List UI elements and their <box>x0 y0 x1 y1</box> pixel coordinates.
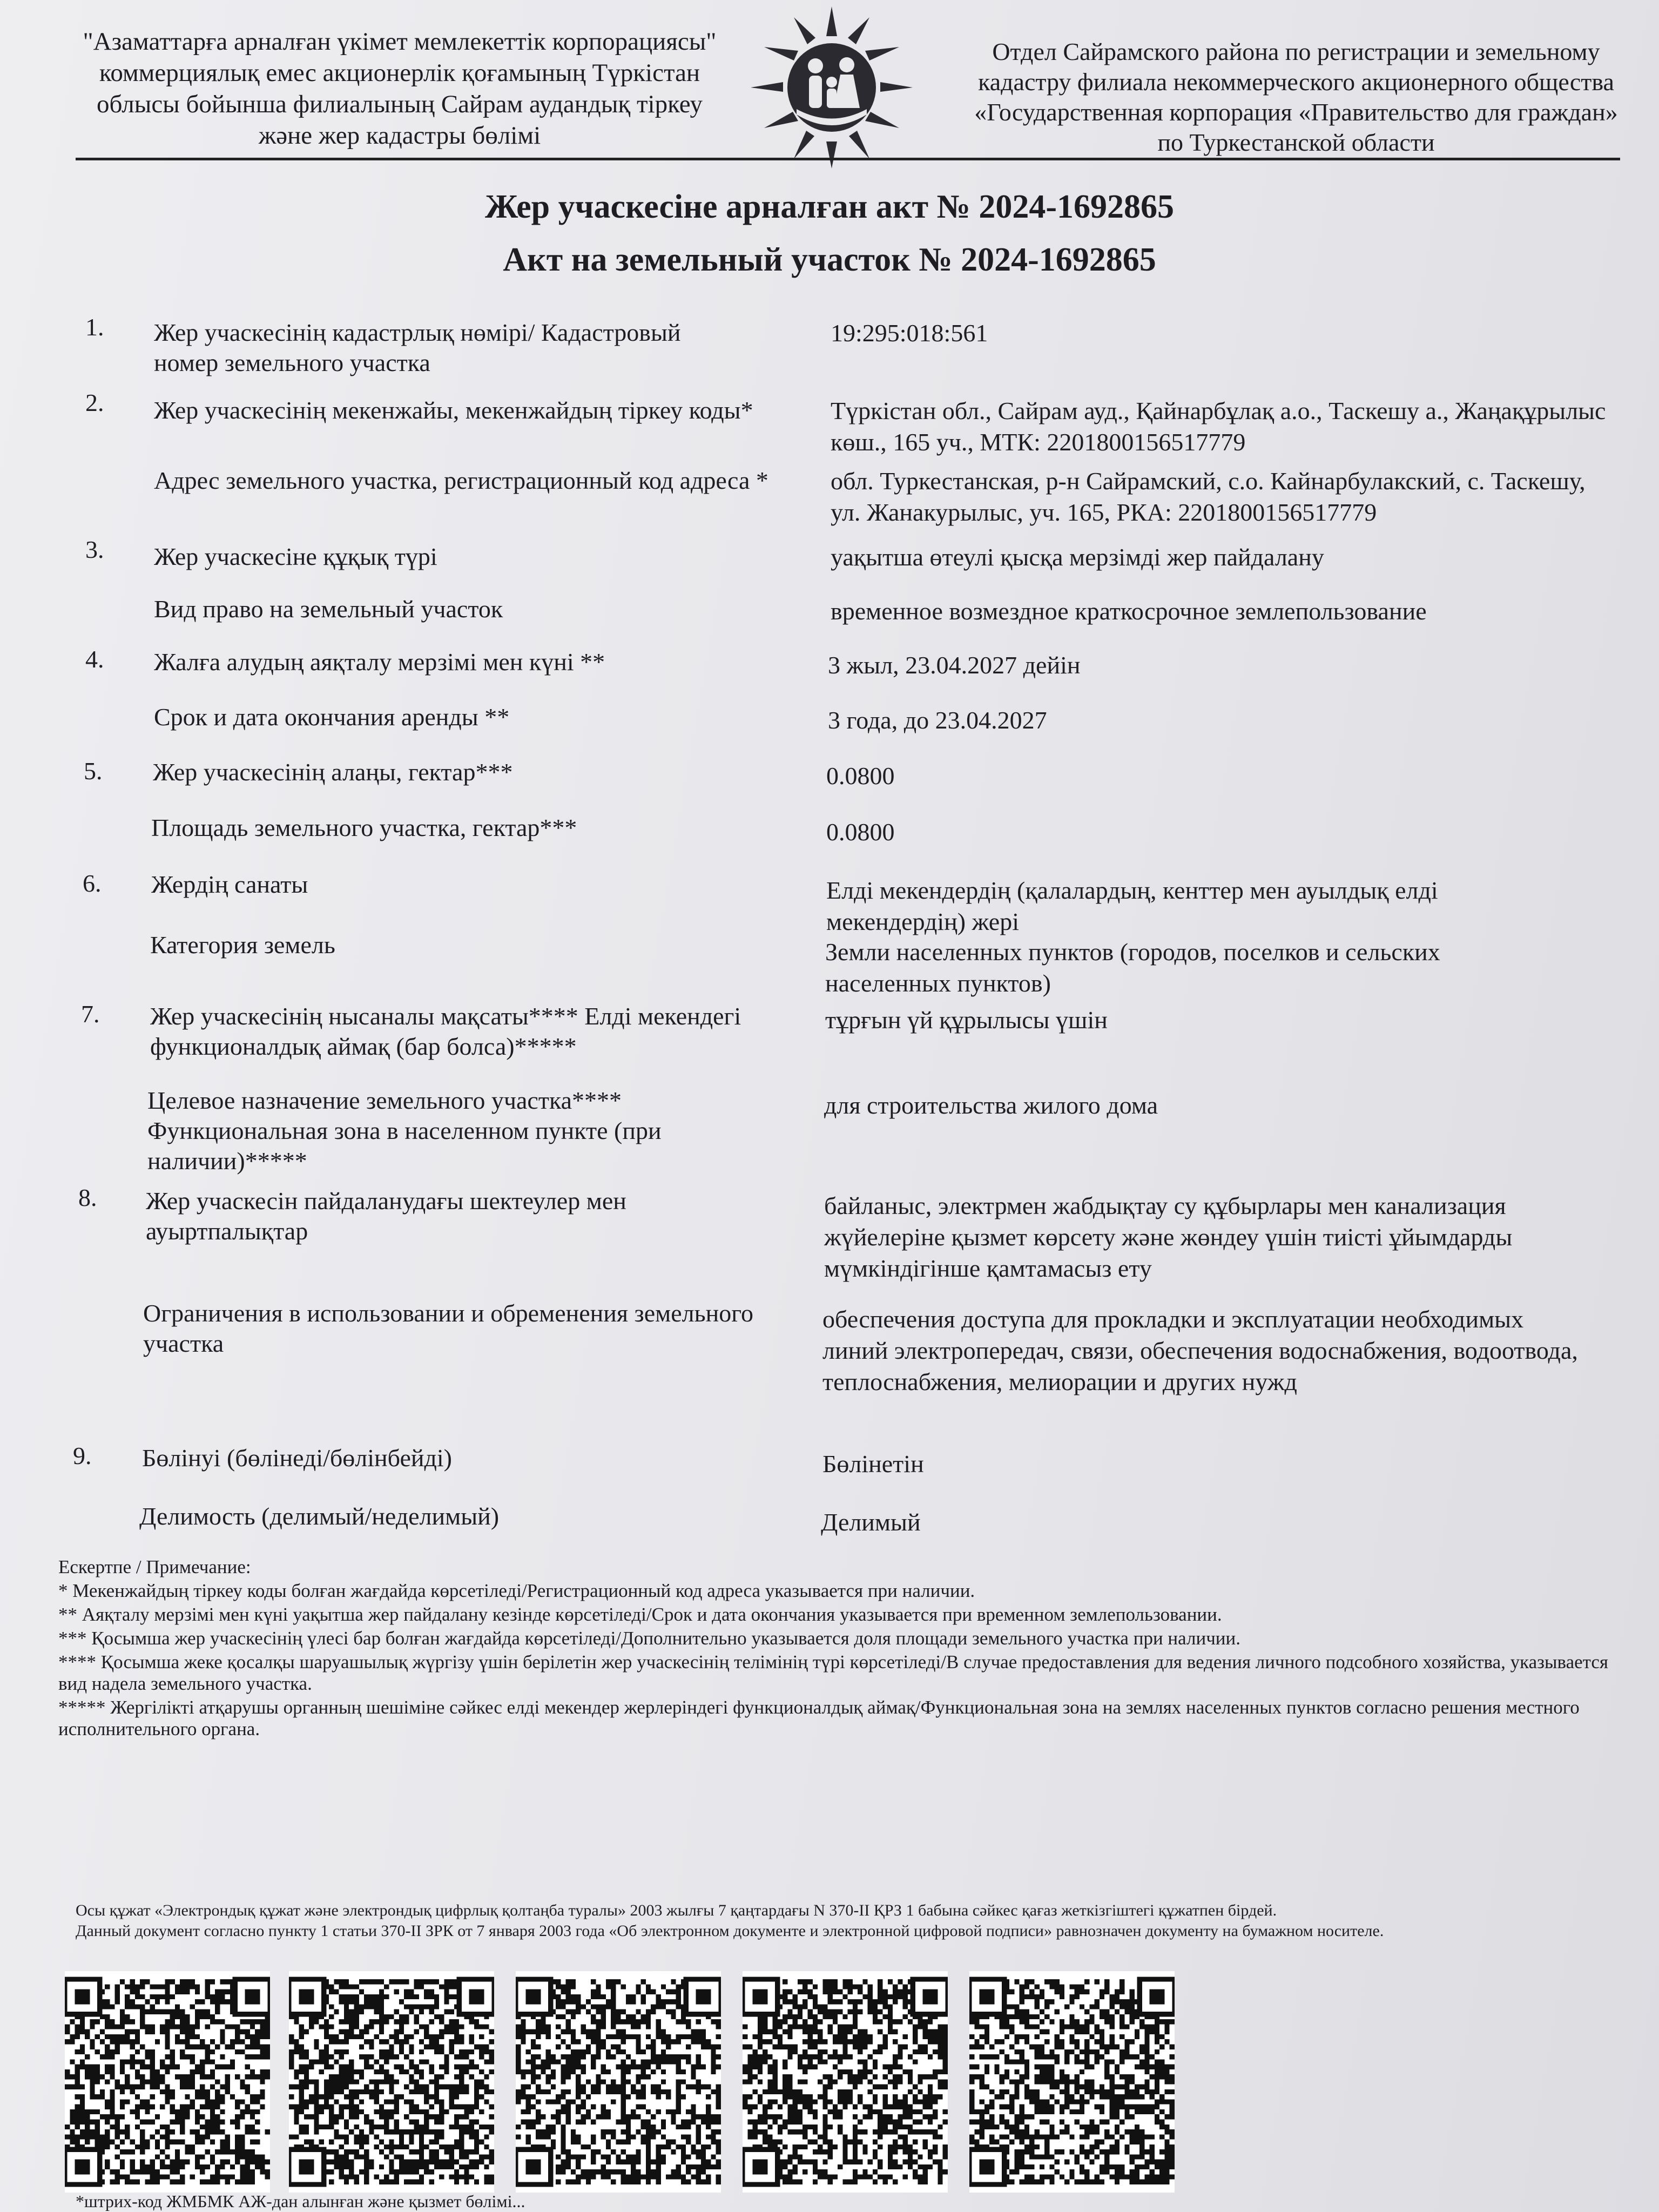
row-label-kz: Жер учаскесінің нысаналы мақсаты**** Елді мекендегі функционалдық аймақ (бар болса)***** <box>150 1002 741 1060</box>
row-number: 9. <box>73 1442 92 1469</box>
row-label-ru: Площадь земельного участка, гектар*** <box>151 814 577 841</box>
qr-code-2 <box>289 1971 494 2193</box>
row-label-kz: Жер учаскесіне құқық түрі <box>154 543 437 570</box>
row-value-ru: обл. Туркестанская, р-н Сайрамский, с.о. Кайнарбулакский, с. Таскешу, ул. Жанакурылыс, уч. 165, РКА: 2201800156517779 <box>831 467 1586 526</box>
note-1: * Мекенжайдың тіркеу коды болған жағдайда көрсетіледі/Регистрационный код адреса указывается при наличии. <box>58 1580 975 1601</box>
note-2: ** Аяқталу мерзімі мен күні уақытша жер пайдалану кезінде көрсетіледі/Срок и дата окончания указывается при временном землепользовании. <box>58 1604 1222 1625</box>
row-number: 6. <box>83 869 102 897</box>
qr-code-3 <box>516 1971 721 2193</box>
row-number: 4. <box>85 645 104 673</box>
header-right-line: по Туркестанской области <box>1157 129 1435 156</box>
legal-text-ru: Данный документ согласно пункту 1 статьи 370-II ЗРК от 7 января 2003 года «Об электронном документе и электронной цифровой подписи» равнозначен документу на бумажном носителе. <box>76 1922 1384 1940</box>
row-value-kz: байланыс, электрмен жабдықтау су құбырлары мен канализация жүйелеріне қызмет көрсету және жөндеу үшін тиісті ұйымдарды мүмкіндігінше қамтамасыз ету <box>824 1192 1513 1282</box>
header-left-line: облысы бойынша филиалының Сайрам аудандық тіркеу <box>97 90 703 118</box>
row-label-ru: Ограничения в использовании и обременения земельного участка <box>143 1299 753 1357</box>
row-value-kz: уақытша өтеулі қысқа мерзімді жер пайдалану <box>831 543 1324 571</box>
row-value-kz: Түркістан обл., Сайрам ауд., Қайнарбұлақ а.о., Таскешу а., Жаңақұрылыс көш., 165 уч., МТК: 2201800156517779 <box>831 397 1606 456</box>
header-left-line: және жер кадастры бөлімі <box>258 122 541 150</box>
note-5: ***** Жергілікті атқарушы органның шешіміне сәйкес елді мекендер жерлеріндегі функционалдық аймақ/Функциональная зона на землях населенных пунктов согласно решения местного исполнительного органа. <box>58 1697 1580 1739</box>
qr-code-1 <box>65 1971 270 2193</box>
header-right-line: Отдел Сайрамского района по регистрации и земельному <box>992 38 1600 65</box>
row-label-ru: Вид право на земельный участок <box>154 595 503 623</box>
row-label-kz: Жер учаскесін пайдаланудағы шектеулер мен ауыртпалықтар <box>146 1187 626 1245</box>
row-label-kz: Жер учаскесінің алаңы, гектар*** <box>153 758 513 786</box>
row-value-kz: 0.0800 <box>826 762 895 790</box>
row-label-ru: Категория земель <box>150 931 335 959</box>
row-number: 3. <box>85 536 104 563</box>
title-kz: Жер учаскесіне арналған акт № 2024-1692865 <box>484 188 1175 225</box>
barcode-caption: *штрих-код ЖМБМК АЖ-дан алынған және қызмет бөлімі... <box>76 2191 525 2211</box>
header-right-line: «Государственная корпорация «Правительство для граждан» <box>974 98 1618 126</box>
row-value-ru: временное возмездное краткосрочное землепользование <box>831 597 1427 625</box>
row-value-ru: обеспечения доступа для прокладки и эксплуатации необходимых линий электропередач, связи, обеспечения водоснабжения, водоотвода, теплоснабжения, мелиорации и других нужд <box>822 1305 1578 1395</box>
row-label-kz: Жалға алудың аяқталу мерзімі мен күні ** <box>154 648 605 676</box>
row-value-ru: Делимый <box>821 1508 921 1536</box>
gov-corporation-emblem-icon <box>745 6 918 168</box>
row-value-kz: Елді мекендердің (қалалардың, кенттер мен ауылдық елді мекендердің) жері <box>826 876 1438 935</box>
header-divider <box>76 158 1620 160</box>
row-label-kz: Бөлінуі (бөлінеді/бөлінбейді) <box>142 1444 452 1472</box>
qr-code-5 <box>969 1971 1175 2193</box>
row-number: 1. <box>85 313 104 341</box>
row-label-ru: Делимость (делимый/неделимый) <box>139 1502 500 1530</box>
row-label-ru: Адрес земельного участка, регистрационный код адреса * <box>154 467 768 494</box>
legal-text-kz: Осы құжат «Электрондық құжат және электрондық цифрлық қолтаңба туралы» 2003 жылғы 7 қаңтардағы N 370-II ҚРЗ 1 бабына сәйкес қағаз жеткізгіштегі құжатпен бірдей. <box>76 1901 1277 1919</box>
row-value-kz: тұрғын үй құрылысы үшін <box>825 1006 1108 1034</box>
qr-code-4 <box>743 1971 948 2193</box>
row-label-ru: Целевое назначение земельного участка**** Функциональная зона в населенном пункте (при наличии)***** <box>147 1087 662 1175</box>
header-left-line: "Азаматтарға арналған үкімет мемлекеттік корпорациясы" <box>83 28 717 56</box>
row-number: 5. <box>84 757 103 785</box>
row-label-kz: Жердің санаты <box>151 871 308 898</box>
row-value: 19:295:018:561 <box>831 319 988 347</box>
row-number: 2. <box>85 389 104 416</box>
row-value-kz: Бөлінетін <box>822 1450 924 1478</box>
row-value-ru: 3 года, до 23.04.2027 <box>828 706 1047 734</box>
notes-heading: Ескертпе / Примечание: <box>58 1556 251 1577</box>
row-label: Жер учаскесінің кадастрлық нөмірі/ Кадастровый номер земельного участка <box>154 319 681 376</box>
header-left-line: коммерциялық емес акционерлік қоғамының Түркістан <box>99 59 700 87</box>
row-value-kz: 3 жыл, 23.04.2027 дейін <box>828 651 1081 679</box>
header-right-org <box>961 37 1631 158</box>
note-4: **** Қосымша жеке қосалқы шаруашылық жүргізу үшін берілетін жер учаскесінің телімінің түрі көрсетіледі/В случае предоставления для ведения личного подсобного хозяйства, указывается вид надела земельного участка. <box>58 1651 1608 1694</box>
header-left-org <box>76 26 724 151</box>
row-label-ru: Срок и дата окончания аренды ** <box>154 703 510 731</box>
row-number: 8. <box>78 1184 97 1211</box>
header-right-line: кадастру филиала некоммерческого акционерного общества <box>978 68 1614 96</box>
note-3: *** Қосымша жер учаскесінің үлесі бар болған жағдайда көрсетіледі/Дополнительно указывается доля площади земельного участка при наличии. <box>58 1628 1241 1649</box>
row-number: 7. <box>81 1000 100 1028</box>
row-value-ru: Земли населенных пунктов (городов, поселков и сельских населенных пунктов) <box>825 938 1440 997</box>
row-value-ru: 0.0800 <box>826 818 895 846</box>
row-label-kz: Жер учаскесінің мекенжайы, мекенжайдың тіркеу коды* <box>154 396 753 424</box>
title-ru: Акт на земельный участок № 2024-1692865 <box>503 241 1156 278</box>
row-value-ru: для строительства жилого дома <box>824 1091 1158 1119</box>
